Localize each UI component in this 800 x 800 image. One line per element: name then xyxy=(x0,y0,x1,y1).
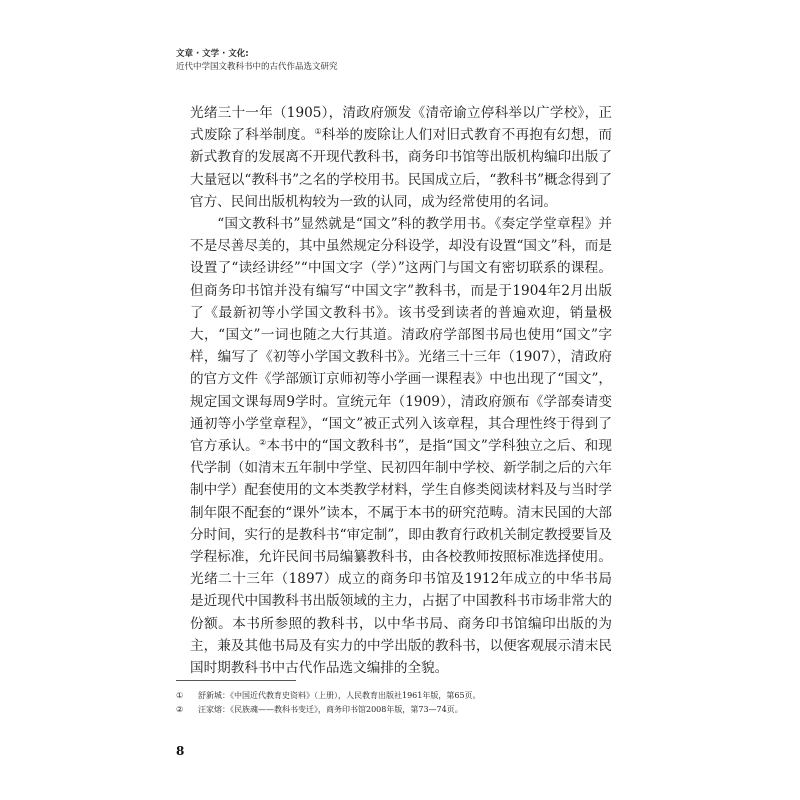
footnote-2 xyxy=(176,703,616,717)
paragraph-1 xyxy=(190,102,612,213)
paragraph-2 xyxy=(190,213,612,679)
footnote-ref-2[interactable]: ② xyxy=(258,438,267,448)
running-head-title: 文章 · 文学 · 文化: xyxy=(176,49,249,59)
footnote-ref-1[interactable]: ① xyxy=(314,127,322,137)
footnote-1 xyxy=(176,689,616,703)
footnote-1-mark: ① xyxy=(176,691,184,700)
footnote-divider xyxy=(176,680,296,681)
running-head-subtitle: 近代中学国文教科书中的古代作品选文研究 xyxy=(176,62,338,72)
page-number: 8 xyxy=(176,744,185,758)
footnote-2-mark: ② xyxy=(176,705,184,714)
body-text xyxy=(190,102,612,679)
footnotes xyxy=(176,689,616,717)
footnote-2-text: 汪家熔：《民族魂——教科书变迁》，商务印书馆2008年版，第73—74页。 xyxy=(198,705,463,714)
running-head xyxy=(176,48,338,74)
paragraph-1-text-b: 科举的废除让人们对旧式教育不再抱有幻想，而新式教育的发展离不开现代教科书，商务印书馆等出版机构编印出版了大量冠以“教科书”之名的学校用书。民国成立后，“教科书”概念得到了官方、民间出版机构较为一致的认同，成为经常使用的名词。 xyxy=(190,127,613,210)
paragraph-2-text-b: 本书中的“国文教科书”，是指“国文”学科独立之后、和现代学制（如清末五年制中学堂、民初四年制中学校、新学制之后的六年制中学）配套使用的文本类教学材料，学生自修类阅读材料及与当时学制年限不配套的“课外”读本，不属于本书的研究范畴。清末民国的大部分时间，实行的是教科书“审定制”，即由教育行政机关制定教授要旨及学程标准，允许民间书局编纂教科书，由各校教师按照标准选择使用。光绪二十三年（1897）成立的商务印书馆及1912年成立的中华书局是近现代中国教科书出版领域的主力，占据了中国教科书市场非常大的份额。本书所参照的教科书，以中华书局、商务印书馆编印出版的为主，兼及其他书局及有实力的中学出版的教科书，以便客观展示清末民国时期教科书中古代作品选文编排的全貌。 xyxy=(190,438,613,677)
paragraph-2-text-a: “国文教科书”显然就是“国文”科的教学用书。《奏定学堂章程》并不是尽善尽美的，其中虽然规定分科设学，却没有设置“国文”科，而是设置了“读经讲经”“中国文字（学）”这两门与国文有密切联系的课程。但商务印书馆并没有编写“中国文字”教科书，而是于1904年2月出版了《最新初等小学国文教科书》。该书受到读者的普遍欢迎，销量极大，“国文”一词也随之大行其道。清政府学部图书局也使用“国文”字样，编写了《初等小学国文教科书》。光绪三十三年（1907），清政府的官方文件《学部颁订京师初等小学画一课程表》中也出现了“国文”，规定国文课每周9学时。宣统元年（1909），清政府颁布《学部奏请变通初等小学堂章程》，“国文”被正式列入该章程，其合理性终于得到了官方承认。 xyxy=(190,216,612,455)
paragraph-1-text-a: 光绪三十一年（1905），清政府颁发《清帝谕立停科举以广学校》，正式废除了科举制度。 xyxy=(190,105,612,144)
footnote-1-text: 舒新城：《中国近代教育史资料》（上册），人民教育出版社1961年版，第65页。 xyxy=(198,691,481,700)
